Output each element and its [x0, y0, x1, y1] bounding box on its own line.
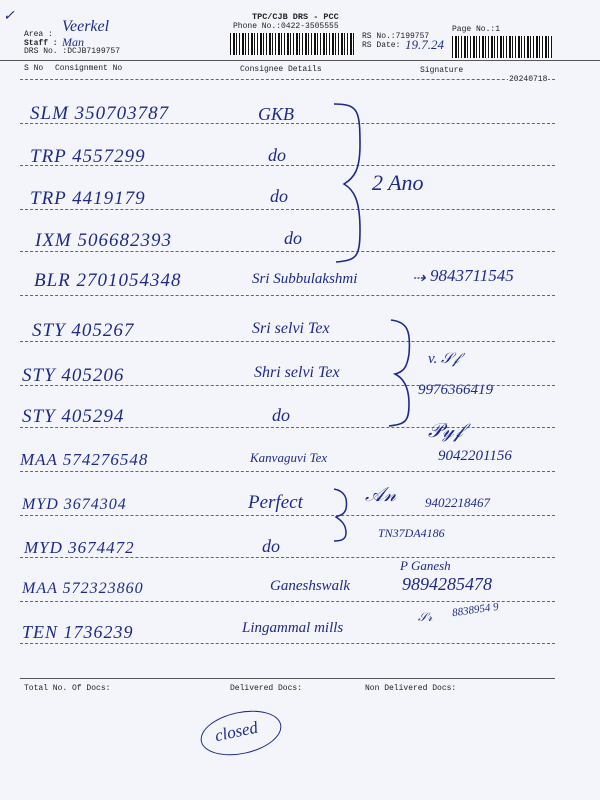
consignment-no: MAA 574276548 — [20, 450, 149, 469]
consignment-no: STY 405267 — [32, 320, 135, 341]
signer-name: P Ganesh — [400, 558, 451, 573]
col-consignee: Consignee Details — [240, 65, 322, 74]
row-rule — [20, 295, 555, 296]
consignee-name: Perfect — [248, 492, 303, 513]
phone-signature: 9843711545 — [430, 266, 514, 285]
row-rule — [20, 557, 555, 558]
brace-icon — [330, 487, 360, 542]
arrow-icon: ⇢ — [412, 270, 426, 287]
staff-value: Man — [62, 35, 84, 49]
staff-label: Staff : — [24, 39, 58, 48]
consignee-name: do — [268, 145, 286, 165]
consignee-name: Sri selvi Tex — [252, 320, 330, 337]
phone-signature: 8838954 9 — [451, 600, 500, 620]
header-divider — [0, 60, 600, 61]
area-value: Veerkel — [62, 18, 110, 35]
row-rule — [20, 209, 555, 210]
brace-icon — [330, 100, 370, 265]
consignee-name: Sri Subbulakshmi — [252, 271, 358, 287]
rs-date-value: 19.7.24 — [405, 37, 444, 52]
consignment-no: MYD 3674304 — [22, 496, 127, 513]
vehicle-signature: TN37DA4186 — [378, 526, 445, 540]
consignee-name: do — [270, 186, 288, 206]
consignment-no: STY 405206 — [22, 365, 125, 386]
closed-stamp — [197, 704, 286, 762]
row-rule — [20, 123, 555, 124]
consignee-name: Ganeshswalk — [270, 578, 350, 594]
row-rule — [20, 251, 555, 252]
consignee-name: do — [272, 405, 290, 425]
delivered-docs-label: Delivered Docs: — [230, 684, 303, 693]
col-signature: Signature — [420, 66, 464, 75]
consignment-no: IXM 506682393 — [35, 230, 173, 251]
phone-signature: 9894285478 — [402, 574, 492, 594]
signature-scribble: 𝒮𝓇 — [418, 610, 433, 624]
signature-scribble: 𝒜𝓃 — [365, 484, 397, 506]
consignee-name: GKB — [258, 104, 294, 124]
col-consignment: Consignment No — [55, 64, 123, 73]
consignee-name: Shri selvi Tex — [254, 364, 340, 381]
consignment-no: SLM 350703787 — [30, 103, 170, 124]
row-rule — [20, 515, 555, 516]
barcode-image-2 — [452, 36, 552, 58]
row-rule — [20, 643, 555, 644]
document-title: TPC/CJB DRS - PCC — [252, 12, 339, 22]
row-rule — [20, 385, 555, 386]
col-sno: S No — [24, 64, 44, 73]
non-delivered-docs-label: Non Delivered Docs: — [365, 684, 457, 693]
consignment-no: STY 405294 — [22, 406, 125, 427]
phone-signature: 9042201156 — [438, 448, 512, 464]
row-rule — [20, 471, 555, 472]
signature-scribble: 𝒫𝓎𝒻 — [428, 420, 463, 442]
barcode-image — [230, 33, 355, 55]
row-rule — [20, 427, 555, 428]
closed-note: closed — [213, 717, 260, 746]
area-label: Area : — [24, 30, 53, 39]
consignment-no: MYD 3674472 — [24, 538, 135, 557]
consignment-no: TRP 4557299 — [30, 146, 146, 167]
column-rule — [20, 79, 555, 80]
consignment-no: MAA 572323860 — [22, 580, 144, 597]
signature-scribble: v. 𝒮𝒻 — [428, 351, 460, 367]
brace-icon — [385, 318, 420, 428]
total-docs-label: Total No. Of Docs: — [24, 684, 111, 693]
consignee-name: Kanvaguvi Tex — [250, 450, 328, 465]
tick-mark: ✓ — [3, 9, 15, 24]
row-rule — [20, 601, 555, 602]
consignee-name: do — [284, 228, 302, 248]
consignee-name: Lingammal mills — [242, 620, 344, 636]
page-number: Page No.:1 — [452, 25, 501, 34]
consignment-no: TEN 1736239 — [22, 622, 134, 642]
date-code: 20240718 — [509, 75, 548, 84]
drs-number: DRS No. :DCJB7199757 — [24, 47, 121, 56]
row-rule — [20, 341, 555, 342]
phone-signature: 9976366419 — [418, 382, 493, 398]
footer-divider — [20, 678, 555, 679]
rs-number: RS No.:7199757 — [362, 32, 430, 41]
phone-number: Phone No.:0422-3505555 — [233, 22, 339, 31]
group-note: 2 Ano — [372, 170, 424, 195]
consignment-no: BLR 2701054348 — [34, 270, 182, 291]
rs-date-label: RS Date: — [362, 41, 401, 50]
row-rule — [20, 165, 555, 166]
phone-signature: 9402218467 — [425, 495, 490, 510]
consignee-name: do — [262, 536, 280, 556]
consignment-no: TRP 4419179 — [30, 188, 146, 209]
